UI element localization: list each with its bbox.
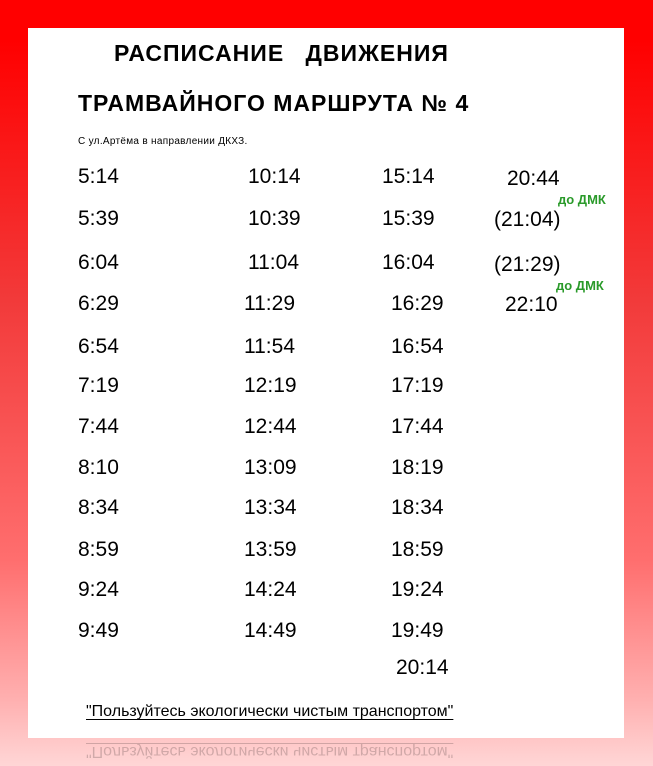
- departure-time: 10:39: [248, 207, 301, 230]
- departure-time: 11:54: [244, 335, 295, 358]
- departure-time: (21:29): [494, 253, 561, 276]
- direction-text: С ул.Артёма в направлении ДКХЗ.: [78, 136, 248, 147]
- departure-time: 11:29: [244, 292, 295, 315]
- departure-time: 16:29: [391, 292, 444, 315]
- title-line-1: РАСПИСАНИЕ ДВИЖЕНИЯ: [114, 40, 449, 66]
- departure-time: 18:59: [391, 538, 444, 561]
- route-note: до ДМК: [556, 278, 604, 293]
- departure-time: 7:19: [78, 374, 119, 397]
- departure-time: 20:14: [396, 656, 449, 679]
- schedule-sheet: [28, 28, 624, 738]
- departure-time: 13:09: [244, 456, 297, 479]
- departure-time: 8:34: [78, 496, 119, 519]
- departure-time: 18:34: [391, 496, 444, 519]
- departure-time: 17:44: [391, 415, 444, 438]
- departure-time: 11:04: [248, 251, 299, 274]
- departure-time: 16:04: [382, 251, 435, 274]
- departure-time: 14:24: [244, 578, 297, 601]
- departure-time: 8:59: [78, 538, 119, 561]
- departure-time: 13:59: [244, 538, 297, 561]
- departure-time: 15:14: [382, 165, 435, 188]
- slogan-reflection: "Пользуйтесь экологически чистым транспортом": [86, 743, 454, 760]
- departure-time: 7:44: [78, 415, 119, 438]
- departure-time: 14:49: [244, 619, 297, 642]
- departure-time: 6:54: [78, 335, 119, 358]
- departure-time: 20:44: [507, 167, 560, 190]
- departure-time: 6:04: [78, 251, 119, 274]
- departure-time: 16:54: [391, 335, 444, 358]
- departure-time: 15:39: [382, 207, 435, 230]
- departure-time: 9:24: [78, 578, 119, 601]
- departure-time: (21:04): [494, 208, 561, 231]
- slogan: "Пользуйтесь экологически чистым транспортом": [86, 703, 454, 720]
- departure-time: 17:19: [391, 374, 444, 397]
- route-note: до ДМК: [558, 192, 606, 207]
- departure-time: 10:14: [248, 165, 301, 188]
- departure-time: 5:14: [78, 165, 119, 188]
- departure-time: 6:29: [78, 292, 119, 315]
- departure-time: 13:34: [244, 496, 297, 519]
- departure-time: 8:10: [78, 456, 119, 479]
- title-line-2: ТРАМВАЙНОГО МАРШРУТА № 4: [78, 90, 470, 116]
- departure-time: 5:39: [78, 207, 119, 230]
- departure-time: 18:19: [391, 456, 444, 479]
- departure-time: 9:49: [78, 619, 119, 642]
- departure-time: 19:24: [391, 578, 444, 601]
- departure-time: 22:10: [505, 293, 558, 316]
- departure-time: 12:19: [244, 374, 297, 397]
- departure-time: 19:49: [391, 619, 444, 642]
- departure-time: 12:44: [244, 415, 297, 438]
